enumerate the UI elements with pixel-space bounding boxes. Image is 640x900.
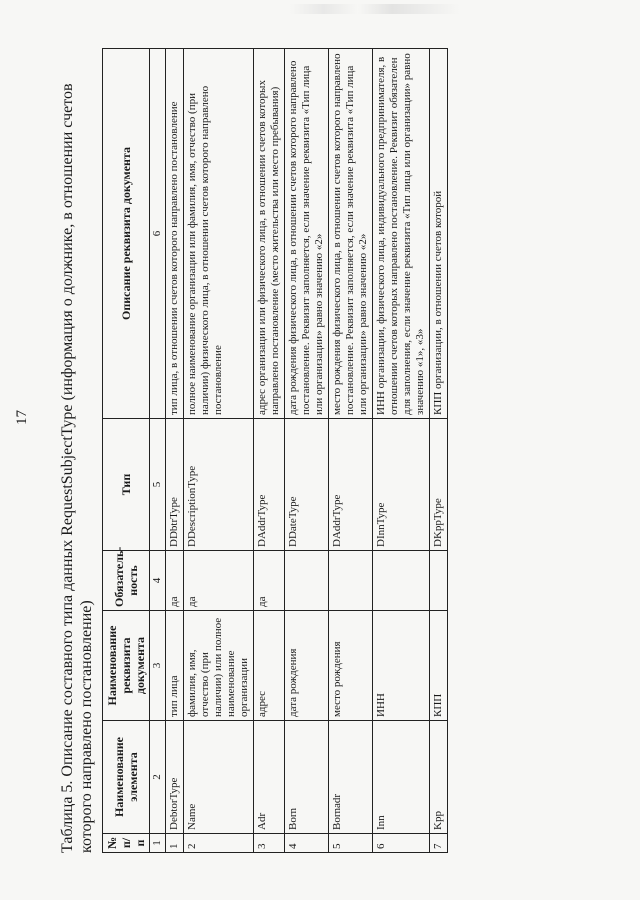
- header-type: Тип: [103, 419, 150, 551]
- cell-type: DDescriptionType: [184, 419, 254, 551]
- column-number: 6: [150, 49, 166, 419]
- table-caption: Таблица 5. Описание составного типа данных RequestSubjectType (информация о должнике, в отношении счетов которого направлено постановление): [59, 83, 95, 853]
- cell-requisite-name: адрес: [254, 611, 285, 721]
- table-row: [254, 49, 285, 853]
- cell-element: Kpp: [430, 721, 448, 834]
- cell-type: DDateType: [285, 419, 329, 551]
- header-requisite-name: Наименование реквизита документа: [103, 611, 150, 721]
- header-number: № п/п: [103, 834, 150, 853]
- cell-description: тип лица, в отношении счетов которого направлено постановление: [166, 49, 184, 419]
- column-number: 5: [150, 419, 166, 551]
- cell-required: да: [254, 551, 285, 611]
- table-row: [285, 49, 329, 853]
- cell-type: DAddrType: [254, 419, 285, 551]
- requisites-table: [102, 48, 448, 853]
- scan-artifact: [290, 4, 460, 14]
- table-row: [166, 49, 184, 853]
- cell-number: 7: [430, 834, 448, 853]
- cell-required: [430, 551, 448, 611]
- cell-required: [285, 551, 329, 611]
- cell-element: Adr: [254, 721, 285, 834]
- header-description: Описание реквизита документа: [103, 49, 150, 419]
- cell-number: 6: [373, 834, 430, 853]
- cell-type: DDbtrType: [166, 419, 184, 551]
- header-element: Наименование элемента: [103, 721, 150, 834]
- cell-requisite-name: фамилия, имя, отчество (при наличии) или полное наименование организации: [184, 611, 254, 721]
- table-header-row: [103, 49, 150, 853]
- cell-description: полное наименование организации или фамилия, имя, отчество (при наличии) физического лица, в отношении счетов которого направлено постановление: [184, 49, 254, 419]
- cell-type: DKppType: [430, 419, 448, 551]
- header-required: Обязатель-ность: [103, 551, 150, 611]
- rotated-sheet: [58, 48, 578, 853]
- cell-element: DebtorType: [166, 721, 184, 834]
- cell-element: Inn: [373, 721, 430, 834]
- table-row: [329, 49, 373, 853]
- cell-number: 1: [166, 834, 184, 853]
- cell-element: Name: [184, 721, 254, 834]
- cell-requisite-name: место рождения: [329, 611, 373, 721]
- cell-description: место рождения физического лица, в отношении счетов которого направлено постановление. Реквизит заполняется, если значение реквизита «Тип лица или организации» равно значению «2»: [329, 49, 373, 419]
- cell-type: DAddrType: [329, 419, 373, 551]
- cell-number: 5: [329, 834, 373, 853]
- cell-required: [373, 551, 430, 611]
- cell-description: адрес организации или физического лица, в отношении счетов которых направлено постановление (место жительства или место пребывания): [254, 49, 285, 419]
- column-number: 4: [150, 551, 166, 611]
- table-row: [184, 49, 254, 853]
- cell-requisite-name: тип лица: [166, 611, 184, 721]
- column-number-row: [150, 49, 166, 853]
- column-number: 3: [150, 611, 166, 721]
- cell-number: 4: [285, 834, 329, 853]
- cell-description: дата рождения физического лица, в отношении счетов которого направлено постановление. Реквизит заполняется, если значение реквизита «Тип лица или организации» равно значению «2»: [285, 49, 329, 419]
- cell-element: Bornadr: [329, 721, 373, 834]
- cell-required: да: [184, 551, 254, 611]
- table-row: [373, 49, 430, 853]
- cell-number: 3: [254, 834, 285, 853]
- cell-element: Born: [285, 721, 329, 834]
- cell-description: КПП организации, в отношении счетов которой: [430, 49, 448, 419]
- column-number: 2: [150, 721, 166, 834]
- cell-required: да: [166, 551, 184, 611]
- table-row: [430, 49, 448, 853]
- page-number: 17: [14, 410, 30, 425]
- cell-description: ИНН организации, физического лица, индивидуального предпринимателя, в отношении счетов которых направлено постановление. Реквизит обязателен для заполнения, если значение реквизита «Тип лица или организации» равно значению «1», «3»: [373, 49, 430, 419]
- column-number: 1: [150, 834, 166, 853]
- cell-requisite-name: ИНН: [373, 611, 430, 721]
- cell-number: 2: [184, 834, 254, 853]
- cell-requisite-name: дата рождения: [285, 611, 329, 721]
- cell-requisite-name: КПП: [430, 611, 448, 721]
- cell-required: [329, 551, 373, 611]
- cell-type: DInnType: [373, 419, 430, 551]
